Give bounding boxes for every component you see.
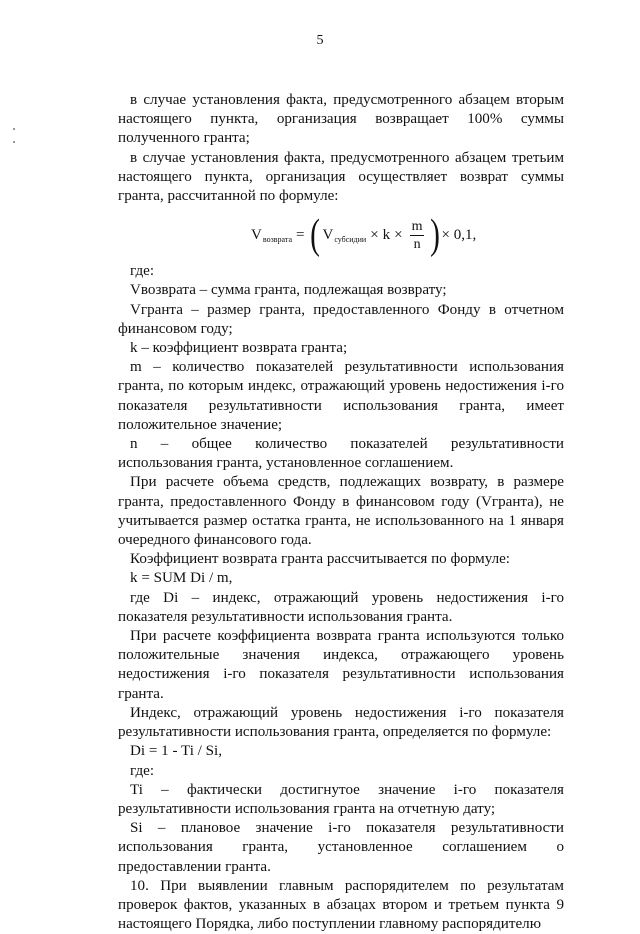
formula-times: × [370, 226, 379, 243]
formula-k: k [382, 226, 391, 243]
document-body [118, 91, 564, 934]
paragraph: Индекс, отражающий уровень недостижения i-го показателя результативности использования гранта, определяется по формуле: [118, 704, 564, 741]
paragraph: m – количество показателей результативности использования гранта, по которым индекс, отражающий уровень недостижения i-го показателя результативности использования гранта, имеет положительное значение; [118, 359, 564, 433]
formula-lhs: V [251, 226, 262, 243]
refund-formula [118, 210, 564, 260]
formula-lhs-subscript: возврата [262, 234, 292, 244]
paragraph: Vгранта – размер гранта, предоставленного Фонду в отчетном финансовом году; [118, 301, 564, 337]
paragraph: где Di – индекс, отражающий уровень недостижения i-го показателя результативности использования гранта. [118, 589, 564, 625]
fraction-denominator: n [413, 236, 421, 252]
paragraph: При расчете коэффициента возврата гранта используются только положительные значения индекса, отражающего уровень недостижения i-го показателя результативности использования гранта. [118, 628, 564, 702]
paragraph: Vвозврата – сумма гранта, подлежащая возврату; [130, 282, 447, 299]
formula-inner-v: V [322, 226, 334, 243]
paragraph: Si – плановое значение i-го показателя результативности использования гранта, установленное соглашением о предоставлении гранта. [118, 820, 564, 875]
paragraph: n – общее количество показателей результативности использования гранта, установленное соглашением. [118, 436, 564, 472]
paragraph: k – коэффициент возврата гранта; [130, 340, 348, 357]
paragraph: 10. При выявлении главным распорядителем по результатам проверок фактов, указанных в абзацах втором и третьем пункта 9 настоящего Порядка, либо поступлении главному распорядителю [118, 877, 564, 933]
fraction-numerator: m [411, 218, 423, 234]
paragraph: При расчете объема средств, подлежащих возврату, в размере гранта, предоставленного Фонду в финансовом году (Vгранта), не учитывается размер остатка гранта, не использованного на 1 января очередного финансового года. [118, 474, 564, 549]
paragraph: где: [130, 762, 155, 779]
scan-speck [13, 141, 15, 143]
left-paren-icon: ( [310, 212, 321, 259]
formula-times: × [394, 226, 403, 243]
paragraph: k = SUM Di / m, [130, 570, 233, 587]
formula-fraction [410, 218, 425, 253]
paragraph: Ti – фактически достигнутое значение i-го показателя результативности использования гранта на отчетную дату; [118, 781, 564, 817]
formula-equals: = [296, 226, 305, 243]
formula-inner-subscript: субсидии [334, 234, 367, 244]
paragraph: в случае установления факта, предусмотренного абзацем третьим настоящего пункта, организация осуществляет возврат суммы гранта, рассчитанной по формуле: [118, 149, 564, 205]
page-number: 5 [316, 33, 324, 48]
paragraph: в случае установления факта, предусмотренного абзацем вторым настоящего пункта, организация возвращает 100% суммы полученного гранта; [118, 92, 564, 147]
scan-speck [13, 128, 15, 130]
right-paren-icon: ) [429, 212, 440, 259]
formula-tail: × 0,1, [441, 226, 477, 243]
paragraph: Коэффициент возврата гранта рассчитывается по формуле: [130, 551, 510, 568]
paragraph: Di = 1 - Ti / Si, [130, 743, 222, 760]
paragraph: где: [130, 263, 155, 280]
